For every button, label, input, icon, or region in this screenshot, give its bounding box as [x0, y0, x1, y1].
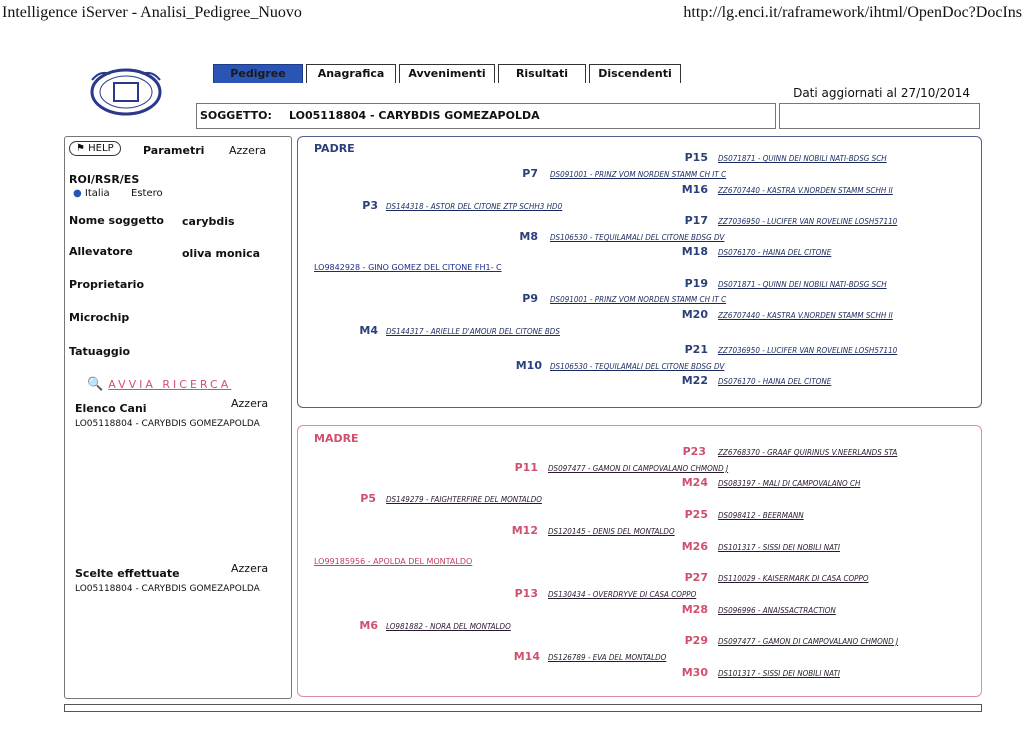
soggetto-label: SOGGETTO:	[200, 109, 272, 122]
radio-italia[interactable]	[73, 188, 110, 199]
page-url: http://lg.enci.it/raframework/ihtml/OpenDoc?DocIns	[683, 4, 1022, 21]
padre-code: M10	[515, 359, 542, 372]
roi-label: ROI/RSR/ES	[69, 173, 140, 186]
padre-code: P7	[522, 167, 538, 180]
madre-panel	[297, 425, 982, 697]
padre-title: PADRE	[314, 142, 355, 155]
help-button[interactable]	[69, 141, 121, 156]
madre-link[interactable]: ZZ6768370 - GRAAF QUIRINUS V.NEERLANDS STA	[718, 448, 898, 457]
madre-link[interactable]: DS097477 - GAMON DI CAMPOVALANO CHMOND J	[718, 637, 899, 646]
avvia-ricerca-label: AVVIA RICERCA	[108, 378, 232, 391]
padre-code: M20	[681, 308, 708, 321]
padre-link[interactable]: ZZ7036950 - LUCIFER VAN ROVELINE LOSH57110	[718, 346, 898, 355]
madre-code: M30	[681, 666, 708, 679]
madre-code: P5	[360, 492, 376, 505]
parametri-label: Parametri	[143, 144, 205, 157]
padre-code: P3	[362, 199, 378, 212]
nome-label: Nome soggetto	[69, 214, 164, 227]
madre-title: MADRE	[314, 432, 359, 445]
madre-link[interactable]: DS101317 - SISSI DEI NOBILI NATI	[718, 543, 840, 552]
padre-code: P21	[684, 343, 708, 356]
padre-code: M22	[681, 374, 708, 387]
padre-code: P15	[684, 151, 708, 164]
padre-parent-link[interactable]: LO9842928 - GINO GOMEZ DEL CITONE FH1- C	[314, 263, 502, 272]
scelte-azzera-link[interactable]: Azzera	[231, 562, 269, 575]
tatuaggio-label: Tatuaggio	[69, 345, 131, 358]
padre-link[interactable]: DS071871 - QUINN DEI NOBILI NATI-BDSG SCH	[718, 154, 887, 163]
padre-code: M16	[681, 183, 708, 196]
madre-code: M24	[681, 476, 708, 489]
madre-code: P27	[684, 571, 708, 584]
madre-code: P25	[684, 508, 708, 521]
soggetto-bar	[196, 103, 776, 129]
madre-link[interactable]: DS101317 - SISSI DEI NOBILI NATI	[718, 669, 840, 678]
padre-link[interactable]: ZZ6707440 - KASTRA V.NORDEN STAMM SCHH II	[718, 311, 893, 320]
padre-code: P9	[522, 292, 538, 305]
allevatore-label: Allevatore	[69, 245, 133, 258]
elenco-label: Elenco Cani	[75, 402, 147, 415]
parametri-azzera-link[interactable]: Azzera	[229, 144, 267, 157]
padre-link[interactable]: DS106530 - TEQUILAMALI DEL CITONE BDSG DV	[550, 362, 725, 371]
elenco-item[interactable]: LO05118804 - CARYBDIS GOMEZAPOLDA	[75, 419, 260, 429]
padre-link[interactable]: DS106530 - TEQUILAMALI DEL CITONE BDSG DV	[550, 233, 725, 242]
nome-input[interactable]: carybdis	[182, 215, 235, 228]
madre-code: M28	[681, 603, 708, 616]
radio-dot-icon: ●	[73, 188, 82, 199]
horizontal-scrollbar[interactable]	[64, 704, 982, 712]
tab-anagrafica[interactable]: Anagrafica	[306, 64, 396, 83]
madre-code: M6	[359, 619, 378, 632]
padre-code: P17	[684, 214, 708, 227]
enci-logo-icon	[86, 66, 166, 118]
radio-italia-label: Italia	[84, 188, 110, 199]
padre-link[interactable]: ZZ6707440 - KASTRA V.NORDEN STAMM SCHH II	[718, 186, 893, 195]
madre-code: P13	[514, 587, 538, 600]
microchip-label: Microchip	[69, 311, 130, 324]
madre-link[interactable]: DS083197 - MALI DI CAMPOVALANO CH	[718, 479, 861, 488]
radio-estero[interactable]: Estero	[131, 188, 163, 199]
padre-link[interactable]: DS076170 - HAINA DEL CITONE	[718, 248, 832, 257]
search-sidebar	[64, 136, 292, 699]
tab-avvenimenti[interactable]: Avvenimenti	[399, 64, 495, 83]
madre-code: P23	[682, 445, 706, 458]
help-icon: ⚑	[76, 143, 85, 154]
magnifier-icon: 🔍	[87, 377, 104, 392]
window-title: Intelligence iServer - Analisi_Pedigree_Nuovo	[2, 4, 302, 21]
madre-code: M12	[511, 524, 538, 537]
scelte-item[interactable]: LO05118804 - CARYBDIS GOMEZAPOLDA	[75, 584, 260, 594]
madre-parent-link[interactable]: LO99185956 - APOLDA DEL MONTALDO	[314, 557, 473, 566]
madre-link[interactable]: DS126789 - EVA DEL MONTALDO	[548, 653, 667, 662]
madre-link[interactable]: LO981882 - NORA DEL MONTALDO	[386, 622, 511, 631]
padre-code: M18	[681, 245, 708, 258]
tab-risultati[interactable]: Risultati	[498, 64, 586, 83]
padre-code: P19	[684, 277, 708, 290]
soggetto-extra	[779, 103, 980, 129]
madre-code: P11	[514, 461, 538, 474]
help-label: HELP	[88, 143, 114, 154]
madre-link[interactable]: DS120145 - DENIS DEL MONTALDO	[548, 527, 675, 536]
madre-link[interactable]: DS149279 - FAIGHTERFIRE DEL MONTALDO	[386, 495, 542, 504]
madre-link[interactable]: DS096996 - ANAISSACTRACTION	[718, 606, 836, 615]
padre-link[interactable]: DS144318 - ASTOR DEL CITONE ZTP SCHH3 HD0	[386, 202, 563, 211]
madre-link[interactable]: DS097477 - GAMON DI CAMPOVALANO CHMOND J	[548, 464, 729, 473]
tab-discendenti[interactable]: Discendenti	[589, 64, 681, 83]
scelte-label: Scelte effettuate	[75, 567, 180, 580]
tab-pedigree[interactable]: Pedigree	[213, 64, 303, 83]
padre-code: M4	[359, 324, 378, 337]
padre-link[interactable]: DS091001 - PRINZ VOM NORDEN STAMM CH IT C	[550, 295, 727, 304]
allevatore-input[interactable]: oliva monica	[182, 247, 261, 260]
proprietario-label: Proprietario	[69, 278, 145, 291]
avvia-ricerca-button[interactable]	[87, 373, 231, 392]
padre-link[interactable]: DS071871 - QUINN DEI NOBILI NATI-BDSG SCH	[718, 280, 887, 289]
padre-link[interactable]: DS076170 - HAINA DEL CITONE	[718, 377, 832, 386]
madre-code: P29	[684, 634, 708, 647]
madre-link[interactable]: DS110029 - KAISERMARK DI CASA COPPO	[718, 574, 869, 583]
madre-link[interactable]: DS098412 - BEERMANN	[718, 511, 804, 520]
padre-link[interactable]: ZZ7036950 - LUCIFER VAN ROVELINE LOSH57110	[718, 217, 898, 226]
madre-code: M14	[513, 650, 540, 663]
padre-link[interactable]: DS144317 - ARIELLE D'AMOUR DEL CITONE BDS	[386, 327, 560, 336]
madre-link[interactable]: DS130434 - OVERDRYVE DI CASA COPPO	[548, 590, 697, 599]
padre-link[interactable]: DS091001 - PRINZ VOM NORDEN STAMM CH IT C	[550, 170, 727, 179]
padre-panel	[297, 136, 982, 408]
madre-code: M26	[681, 540, 708, 553]
elenco-azzera-link[interactable]: Azzera	[231, 397, 269, 410]
soggetto-value: LO05118804 - CARYBDIS GOMEZAPOLDA	[289, 109, 540, 122]
updated-date: Dati aggiornati al 27/10/2014	[793, 86, 970, 100]
padre-code: M8	[519, 230, 538, 243]
